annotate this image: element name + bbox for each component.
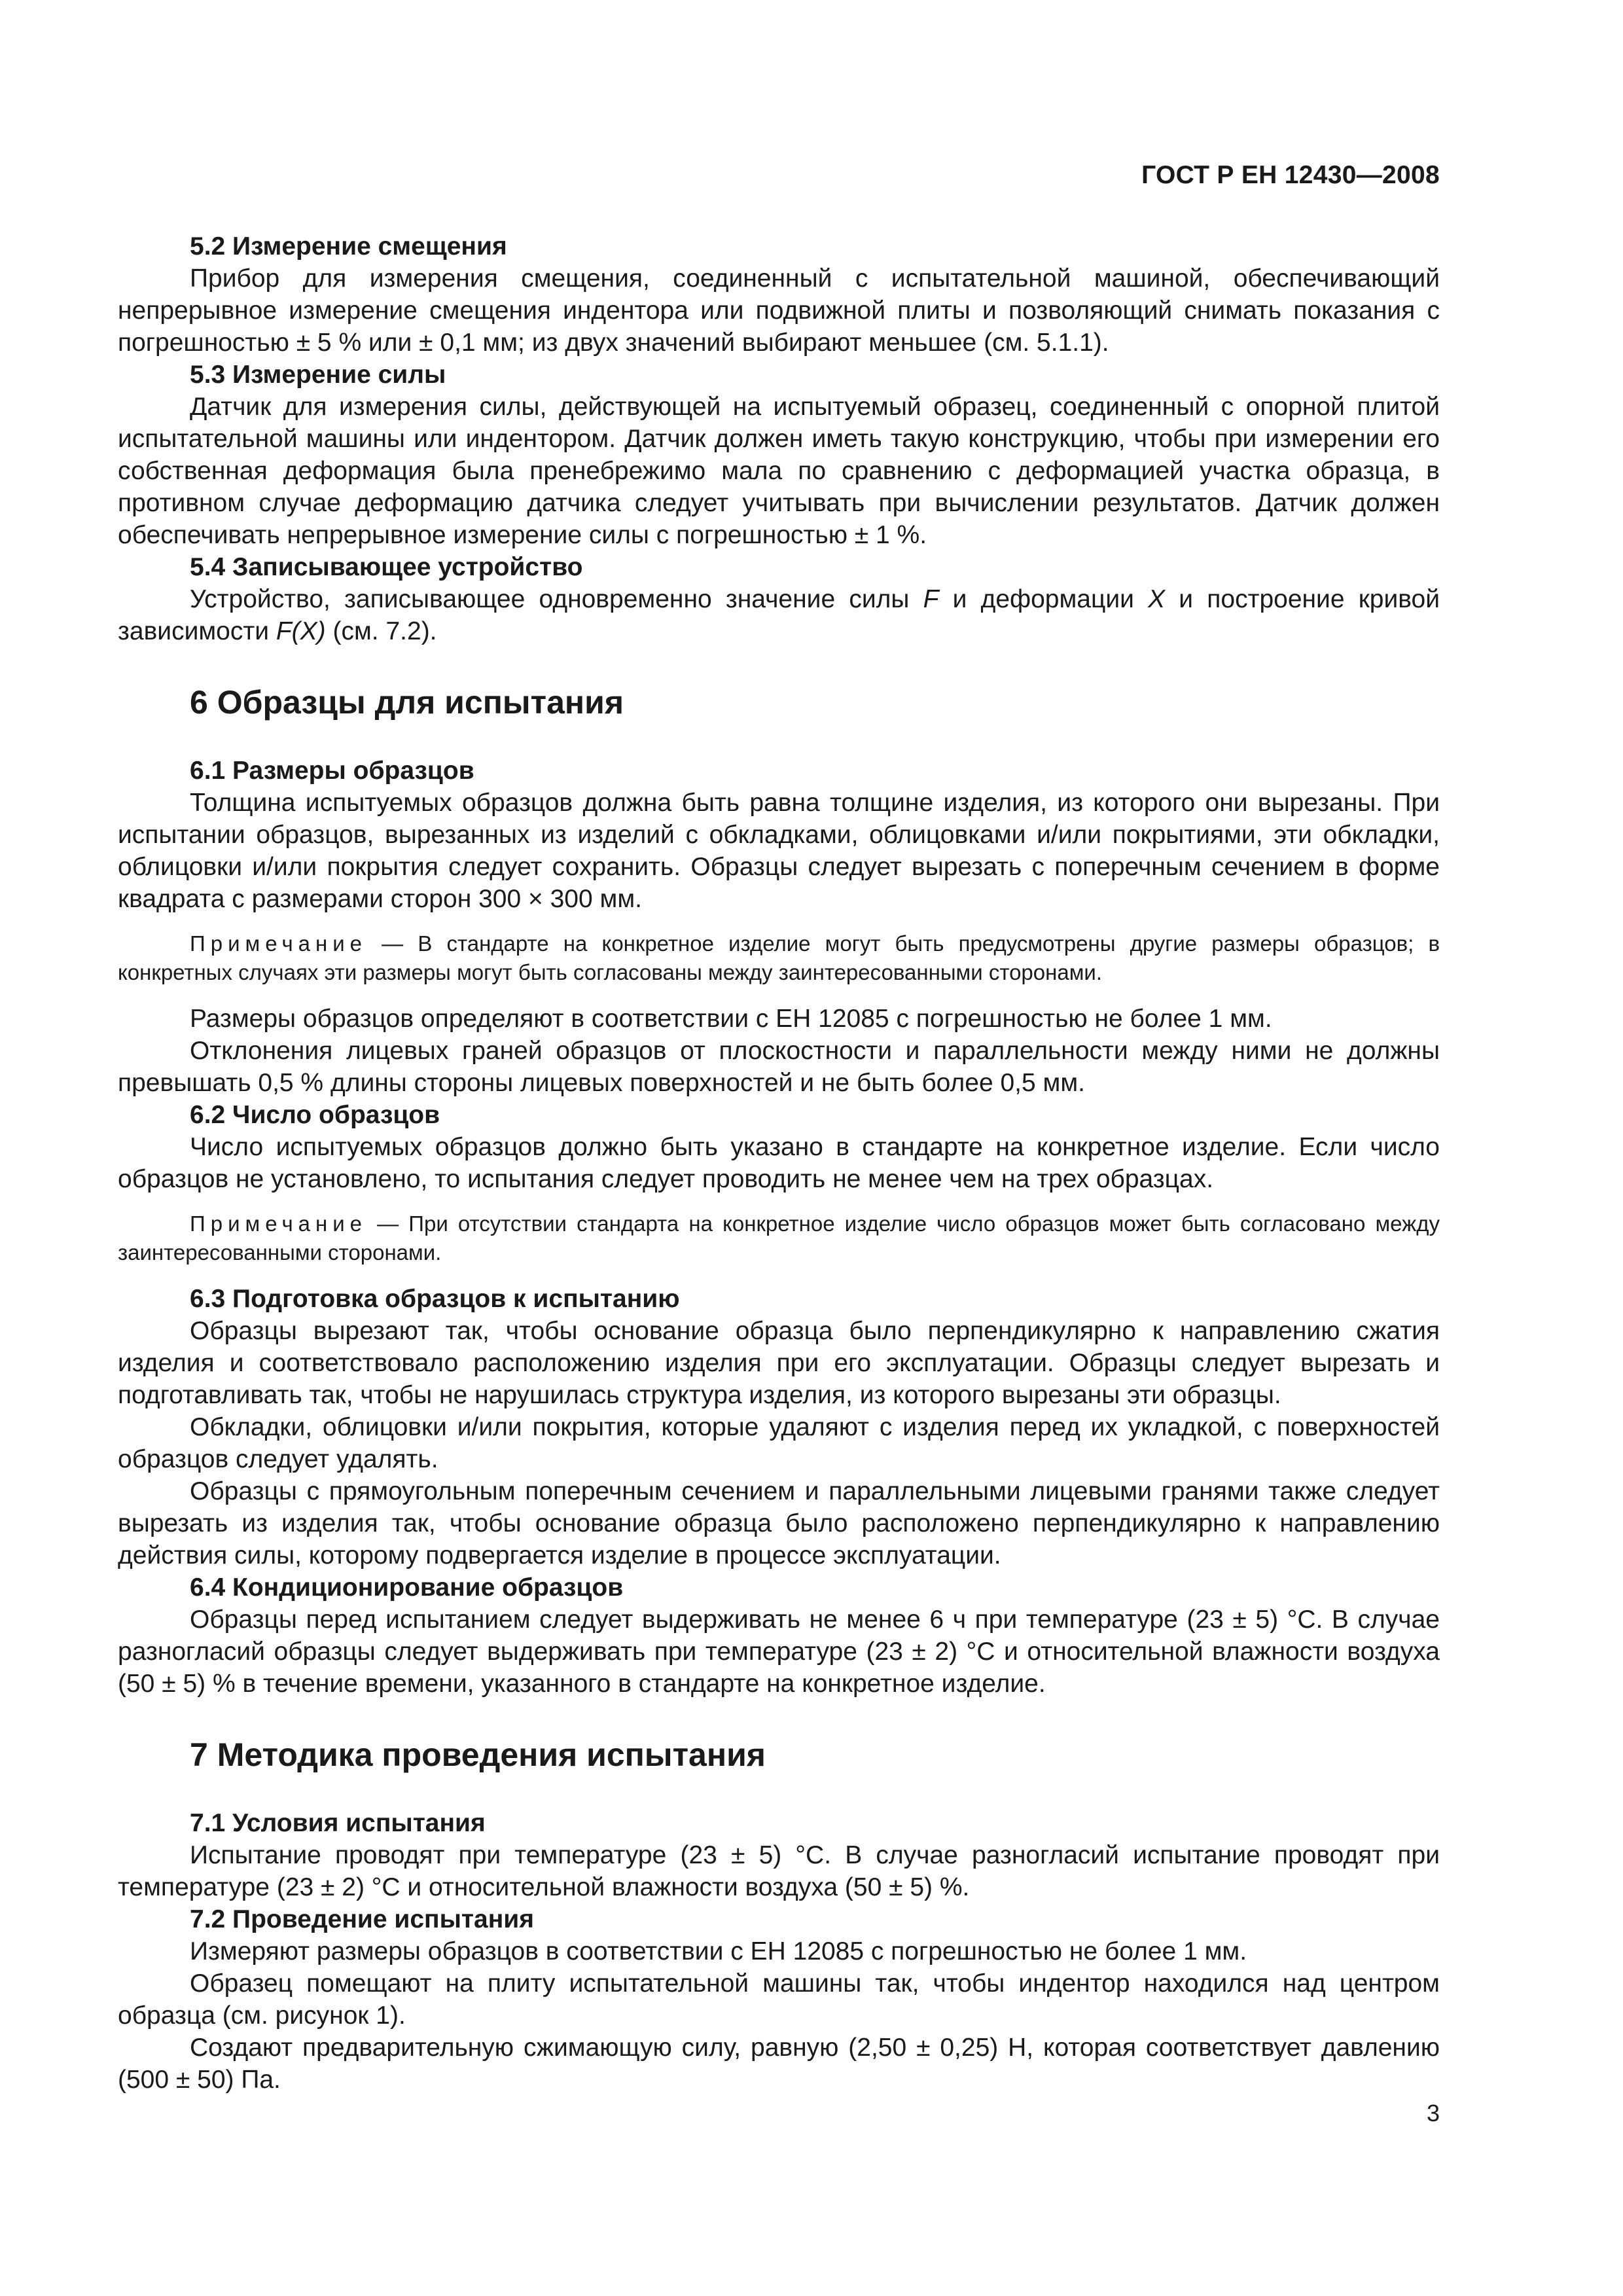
- text-run: Устройство, записывающее одновременно значение силы: [190, 585, 923, 613]
- heading-6-2: 6.2 Число образцов: [190, 1101, 440, 1129]
- paragraph: Измеряют размеры образцов в соответствии с ЕН 12085 с погрешностью не более 1 мм.: [190, 1937, 1247, 1965]
- page-number: 3: [1426, 2100, 1440, 2126]
- formula-symbol: X: [1148, 585, 1166, 613]
- note: [118, 929, 1440, 987]
- heading-6-1: 6.1 Размеры образцов: [190, 757, 474, 785]
- note: [118, 1210, 1440, 1267]
- note-label: Примечание: [190, 1211, 368, 1236]
- note-text: — В стандарте на конкретное изделие могут быть предусмотрены другие размеры образцов; в конкретных случаях эти размеры могут быть согласованы между заинтересованными сторонами.: [118, 931, 1440, 984]
- paragraph: Образцы перед испытанием следует выдерживать не менее 6 ч при температуре (23 ± 5) °С. В случае разногласий образцы следует выдерживать при температуре (23 ± 2) °С и относительной влажности воздуха (50 ± 5) % в течение времени, указанного в стандарте на конкретное изделие.: [118, 1605, 1440, 1698]
- paragraph: Отклонения лицевых граней образцов от плоскостности и параллельности между ними не должны превышать 0,5 % длины стороны лицевых поверхностей и не быть более 0,5 мм.: [118, 1037, 1440, 1097]
- paragraph: Обкладки, облицовки и/или покрытия, которые удаляют с изделия перед их укладкой, с поверхностей образцов следует удалять.: [118, 1413, 1440, 1473]
- paragraph: Размеры образцов определяют в соответствии с ЕН 12085 с погрешностью не более 1 мм.: [190, 1005, 1272, 1033]
- note-text: — При отсутствии стандарта на конкретное изделие число образцов может быть согласовано между заинтересованными сторонами.: [118, 1211, 1440, 1265]
- note-label: Примечание: [190, 931, 368, 956]
- heading-5-3: 5.3 Измерение силы: [190, 361, 446, 389]
- section-title-6: 6 Образцы для испытания: [190, 684, 624, 721]
- text-run: и построение кривой зависимости: [118, 585, 1440, 645]
- paragraph: Образец помещают на плиту испытательной машины так, чтобы индентор находился над центром образца (см. рисунок 1).: [118, 1969, 1440, 2030]
- heading-6-4: 6.4 Кондиционирование образцов: [190, 1573, 624, 1602]
- formula-symbol: F: [923, 585, 939, 613]
- paragraph: Датчик для измерения силы, действующей на испытуемый образец, соединенный с опорной плитой испытательной машины или индентором. Датчик должен иметь такую конструкцию, чтобы при измерении его собственная деформация была пренебрежимо мала по сравнению с деформацией участка образца, в противном случае деформацию датчика следует учитывать при вычислении результатов. Датчик должен обеспечивать непрерывное измерение силы с погрешностью ± 1 %.: [118, 393, 1440, 549]
- paragraph: Число испытуемых образцов должно быть указано в стандарте на конкретное изделие. Если число образцов не установлено, то испытания следует проводить не менее чем на трех образцах.: [118, 1133, 1440, 1193]
- paragraph: [118, 583, 1440, 647]
- section-title-7: 7 Методика проведения испытания: [190, 1736, 766, 1773]
- paragraph: Прибор для измерения смещения, соединенный с испытательной машиной, обеспечивающий непрерывное измерение смещения индентора или подвижной плиты и позволяющий снимать показания с погрешностью ± 5 % или ± 0,1 мм; из двух значений выбирают меньшее (см. 5.1.1).: [118, 264, 1440, 357]
- paragraph: Образцы с прямоугольным поперечным сечением и параллельными лицевыми гранями также следует вырезать из изделия так, чтобы основание образца было расположено перпендикулярно к направлению действия силы, которому подвергается изделие в процессе эксплуатации.: [118, 1477, 1440, 1570]
- text-run: и деформации: [938, 585, 1149, 613]
- heading-7-1: 7.1 Условия испытания: [190, 1809, 486, 1837]
- document-header: ГОСТ Р ЕН 12430—2008: [1141, 161, 1440, 189]
- text-run: (см. 7.2).: [325, 617, 437, 645]
- heading-5-4: 5.4 Записывающее устройство: [190, 553, 583, 581]
- paragraph: Образцы вырезают так, чтобы основание образца было перпендикулярно к направлению сжатия изделия и соответствовало расположению изделия при его эксплуатации. Образцы следует вырезать и подготавливать так, чтобы не нарушилась структура изделия, из которого вырезаны эти образцы.: [118, 1317, 1440, 1409]
- paragraph: Толщина испытуемых образцов должна быть равна толщине изделия, из которого они вырезаны. При испытании образцов, вырезанных из изделий с обкладками, облицовками и/или покрытиями, эти обкладки, облицовки и/или покрытия следует сохранить. Образцы следует вырезать с поперечным сечением в форме квадрата с размерами сторон 300 × 300 мм.: [118, 789, 1440, 913]
- paragraph: Испытание проводят при температуре (23 ± 5) °С. В случае разногласий испытание проводят при температуре (23 ± 2) °С и относительной влажности воздуха (50 ± 5) %.: [118, 1841, 1440, 1901]
- heading-7-2: 7.2 Проведение испытания: [190, 1905, 534, 1933]
- formula-symbol: F(X): [276, 617, 326, 645]
- heading-6-3: 6.3 Подготовка образцов к испытанию: [190, 1285, 680, 1313]
- paragraph: Создают предварительную сжимающую силу, равную (2,50 ± 0,25) Н, которая соответствует давлению (500 ± 50) Па.: [118, 2034, 1440, 2094]
- heading-5-2: 5.2 Измерение смещения: [190, 232, 507, 260]
- document-body: [118, 230, 1440, 2096]
